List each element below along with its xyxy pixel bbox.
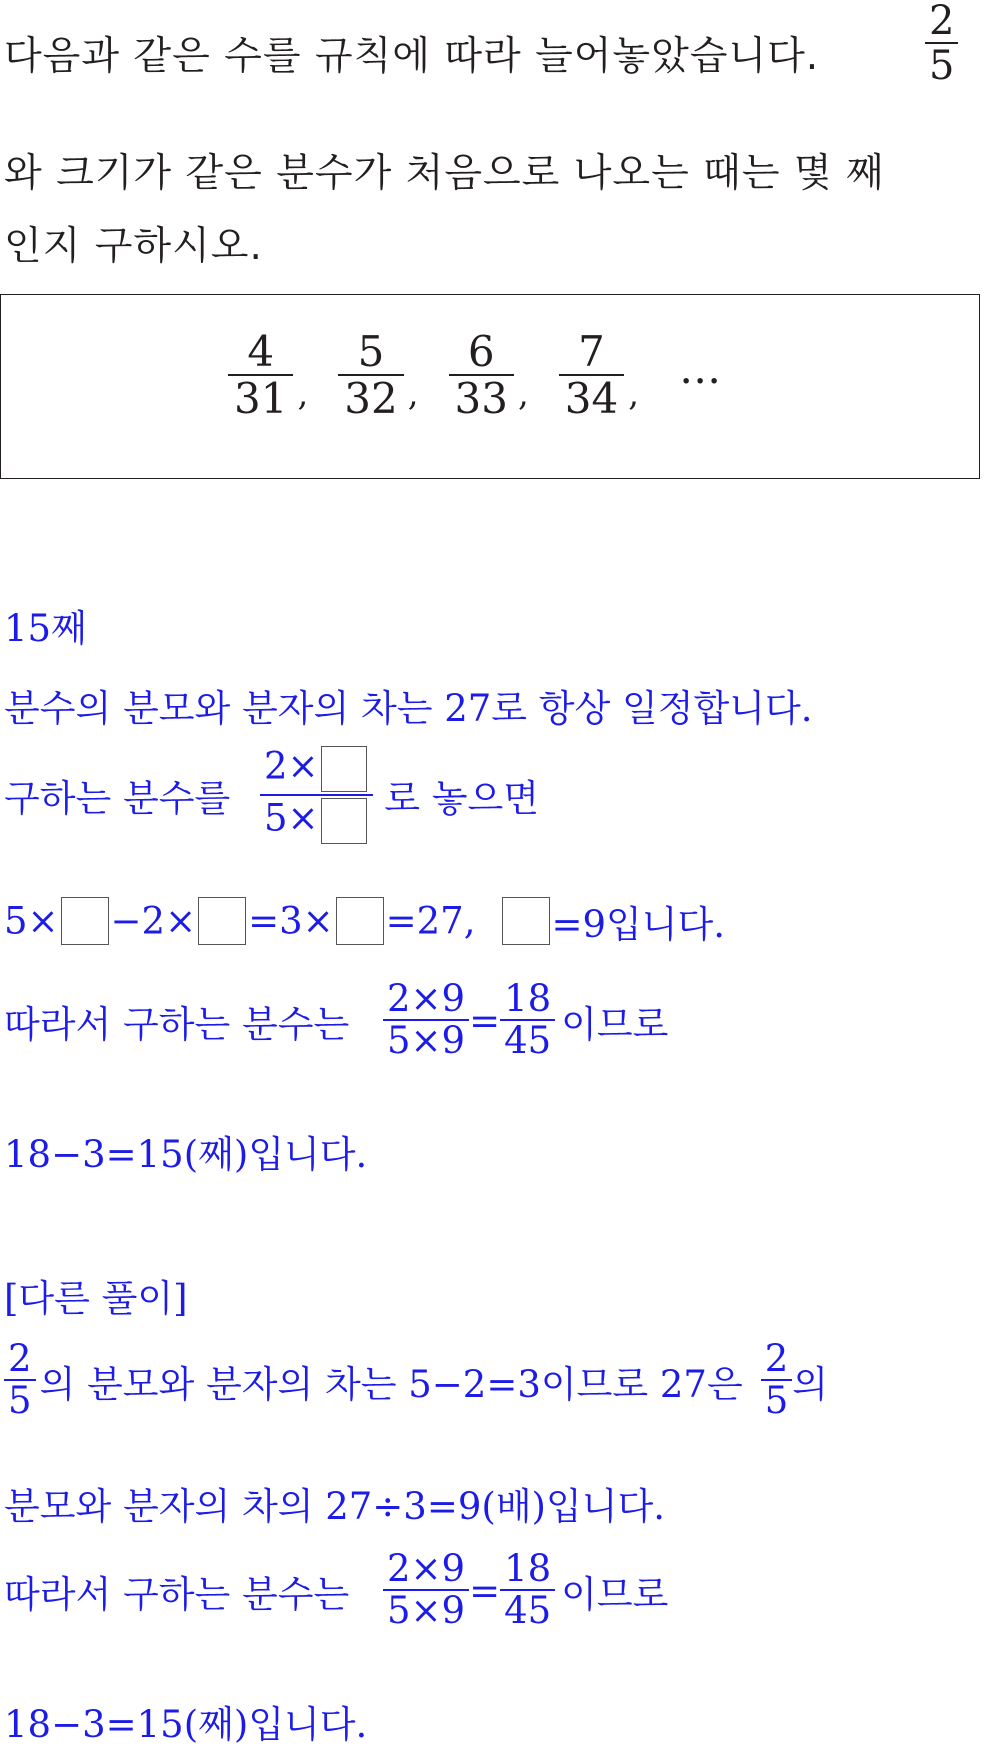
fraction [383,977,469,1062]
alt-line-3-prefix: 따라서 구하는 분수는 [4,1572,350,1616]
numerator-text: 2× [263,744,319,788]
blank-fraction-denominator [260,794,373,844]
blank-box [198,897,246,945]
alt-solution-line-3 [4,1547,669,1632]
denominator: 32 [338,374,403,422]
question-text-1: 다음과 같은 수를 규칙에 따라 늘어놓았습니다. [4,34,820,79]
denominator: 45 [500,1019,555,1062]
alt-line-1-end: 의 [792,1362,829,1406]
question-line-2 [4,142,885,198]
blank-box [61,897,109,945]
eq-part-a: 5× [4,899,59,943]
equals-sign: = [469,1569,501,1613]
sequence-fraction [559,327,624,424]
answer-line-2 [4,746,539,844]
alt-text-4: 18−3=15(째)입니다. [4,1703,368,1746]
comma: , [297,374,309,415]
alt-solution-line-1 [4,1337,829,1422]
numerator: 2 [764,1337,789,1380]
numerator: 18 [504,977,552,1020]
numerator: 2 [8,1337,32,1380]
fraction [500,977,555,1062]
question-text-3: 인지 구하시오. [4,224,263,269]
fraction [4,1337,36,1422]
numerator: 6 [467,327,495,376]
comma: , [407,374,419,415]
sequence-fraction [338,327,403,424]
denominator: 5×9 [383,1589,469,1632]
denominator: 5 [4,1379,36,1422]
eq-part-e: =9입니다. [551,903,726,946]
ellipsis: … [679,343,722,393]
target-fraction [925,0,958,88]
comma: , [517,374,529,415]
equals-sign: = [469,999,501,1043]
answer-text-5: 18−3=15(째)입니다. [4,1133,368,1176]
blank-fraction [260,746,373,844]
answer-line-2-prefix: 구하는 분수를 [4,777,231,820]
answer-line-4-suffix: 이므로 [561,1002,669,1046]
blank-box [321,798,367,844]
denominator: 33 [449,374,514,422]
answer-line-1 [4,678,813,732]
numerator: 2×9 [386,1547,466,1590]
denominator-text: 5× [263,796,319,840]
eq-part-b: −2× [110,899,197,943]
blank-box [502,897,550,945]
denominator: 34 [559,374,624,422]
fraction [500,1547,555,1632]
alt-solution-line-4 [4,1694,367,1748]
denominator: 45 [500,1589,555,1632]
sequence-fraction [449,327,514,424]
denominator: 5×9 [383,1019,469,1062]
sequence-fraction [228,327,293,424]
sequence [228,327,722,424]
comma: , [628,374,640,415]
alt-solution-heading [4,1268,188,1322]
eq-part-c: =3× [248,899,334,943]
alt-line-3-suffix: 이므로 [561,1572,669,1616]
fraction [383,1547,469,1632]
alt-solution-heading-text: [다른 풀이] [4,1277,188,1320]
numerator: 5 [357,327,385,376]
answer-line-2-suffix: 로 놓으면 [384,777,540,820]
answer-line-5 [4,1124,367,1178]
fraction [761,1337,793,1422]
answer-line-4 [4,977,669,1062]
question-line-3 [4,215,263,271]
alt-solution-line-2 [4,1476,665,1530]
question-text-2: 와 크기가 같은 분수가 처음으로 나오는 때는 몇 째 [4,151,885,196]
answer-result [4,598,87,652]
denominator: 5 [761,1379,793,1422]
blank-box [321,746,367,792]
eq-part-d: =27, [385,899,476,943]
blank-box [336,897,384,945]
target-fraction-denominator: 5 [925,42,958,88]
numerator: 7 [578,327,605,376]
alt-line-1-text: 의 분모와 분자의 차는 5−2=3이므로 27은 [39,1362,743,1406]
numerator: 18 [504,1547,552,1590]
answer-line-4-prefix: 따라서 구하는 분수는 [4,1002,350,1046]
target-fraction-numerator: 2 [929,0,955,44]
denominator: 31 [228,374,293,422]
answer-line-3 [4,894,725,948]
numerator: 4 [247,327,275,376]
numerator: 2×9 [386,977,466,1020]
answer-text-1: 분수의 분모와 분자의 차는 27로 항상 일정합니다. [4,687,813,730]
question-line-1 [4,25,819,81]
answer-result-text: 15째 [4,607,87,650]
alt-text-2: 분모와 분자의 차의 27÷3=9(배)입니다. [4,1485,665,1528]
blank-fraction-numerator [260,746,373,794]
